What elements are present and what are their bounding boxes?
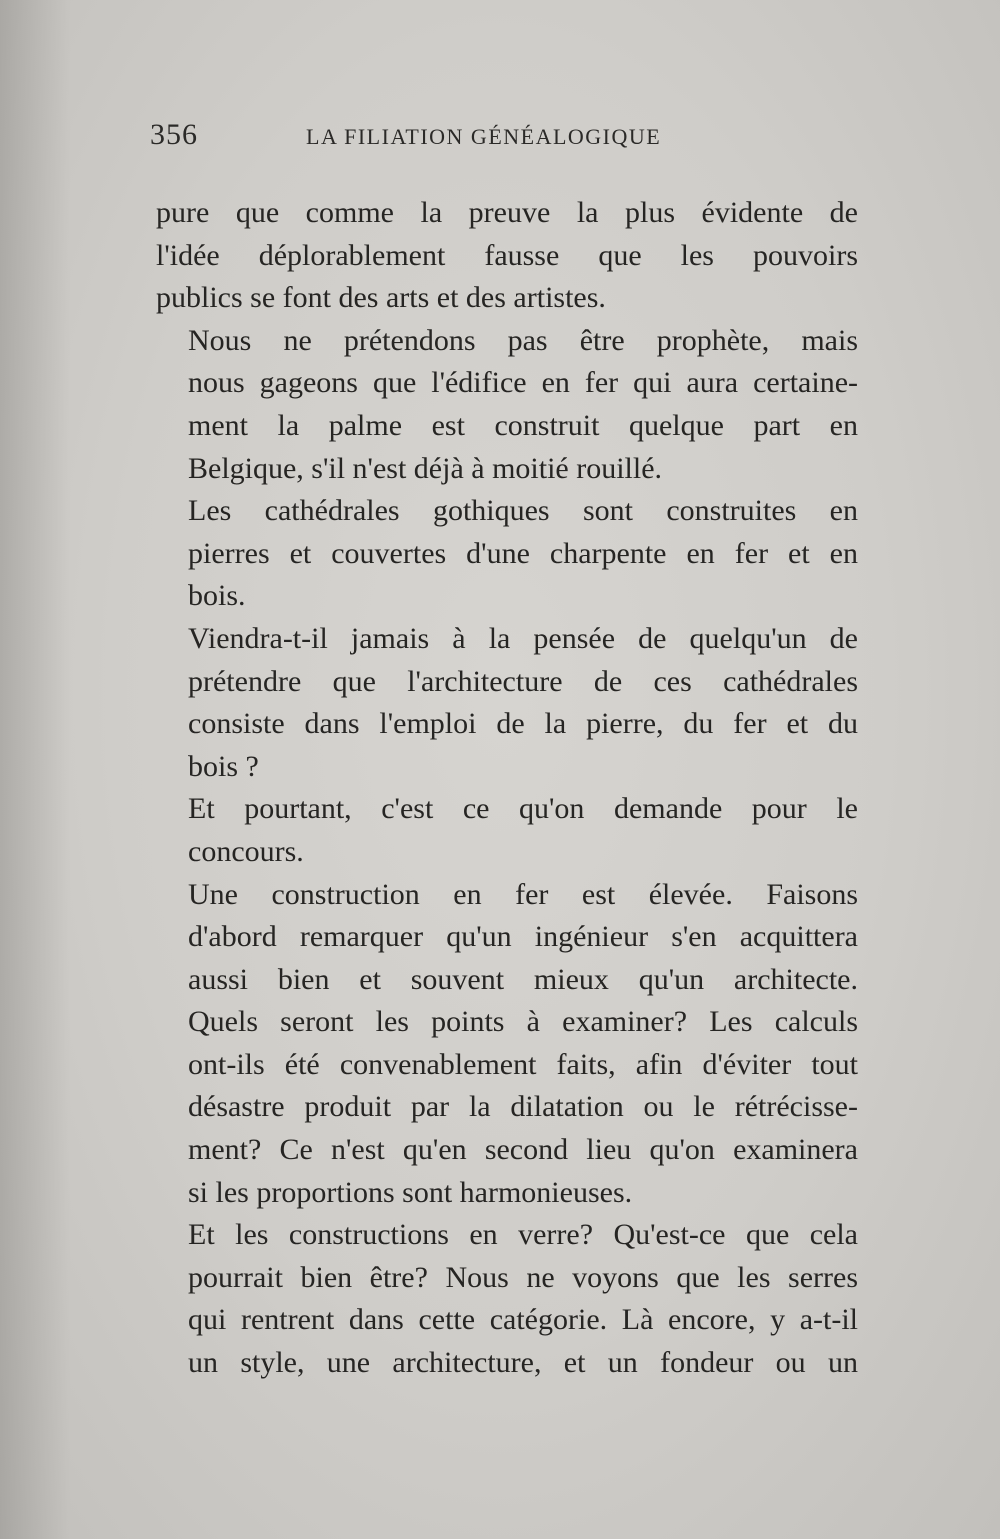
paragraph	[156, 490, 858, 618]
text-line: pure que comme la preuve la plus évidente de	[156, 196, 858, 229]
text-line: pierres et couvertes d'une charpente en fer et en	[188, 536, 858, 570]
paragraph	[156, 788, 858, 873]
running-head	[150, 118, 862, 162]
text-line: ment? Ce n'est qu'en second lieu qu'on examinera	[188, 1133, 858, 1167]
paragraph	[156, 618, 858, 788]
text-line: qui rentrent dans cette catégorie. Là encore, y a-t-il	[188, 1303, 858, 1337]
paragraph	[156, 192, 858, 320]
body-text	[156, 192, 858, 1385]
running-title: LA FILIATION GÉNÉALOGIQUE	[306, 124, 662, 149]
text-line: concours.	[188, 834, 304, 868]
text-line: Belgique, s'il n'est déjà à moitié rouillé.	[188, 451, 663, 485]
page-number: 356	[150, 118, 198, 151]
text-line: Nous ne prétendons pas être prophète, mais	[188, 323, 858, 357]
text-line: nous gageons que l'édifice en fer qui aura certaine-	[188, 366, 858, 400]
paragraph	[156, 320, 858, 490]
text-line: Viendra-t-il jamais à la pensée de quelqu'un de	[188, 621, 858, 655]
text-line: Une construction en fer est élevée. Faisons	[188, 877, 858, 911]
text-line: désastre produit par la dilatation ou le rétrécisse-	[188, 1090, 858, 1124]
text-line: consiste dans l'emploi de la pierre, du fer et du	[188, 707, 858, 741]
text-line: aussi bien et souvent mieux qu'un architecte.	[188, 962, 858, 996]
spine-shadow	[0, 0, 70, 1539]
text-line: ont-ils été convenablement faits, afin d'éviter tout	[188, 1047, 858, 1081]
text-line: bois ?	[188, 749, 259, 783]
text-line: pourrait bien être? Nous ne voyons que les serres	[188, 1260, 858, 1294]
text-line: l'idée déplorablement fausse que les pouvoirs	[156, 238, 858, 272]
text-line: Les cathédrales gothiques sont construites en	[188, 494, 858, 528]
text-line: Et les constructions en verre? Qu'est-ce que cela	[188, 1218, 858, 1252]
text-line: bois.	[188, 579, 246, 613]
text-line: Et pourtant, c'est ce qu'on demande pour le	[188, 792, 858, 826]
text-line: publics se font des arts et des artistes.	[156, 281, 606, 315]
text-line: un style, une architecture, et un fondeur ou un	[188, 1346, 858, 1380]
text-line: ment la palme est construit quelque part en	[188, 408, 858, 442]
text-line: prétendre que l'architecture de ces cathédrales	[188, 664, 858, 698]
text-line: d'abord remarquer qu'un ingénieur s'en acquittera	[188, 920, 858, 954]
text-line: Quels seront les points à examiner? Les calculs	[188, 1005, 858, 1039]
text-line: si les proportions sont harmonieuses.	[188, 1175, 633, 1209]
paragraph	[156, 1214, 858, 1384]
paragraph	[156, 874, 858, 1215]
